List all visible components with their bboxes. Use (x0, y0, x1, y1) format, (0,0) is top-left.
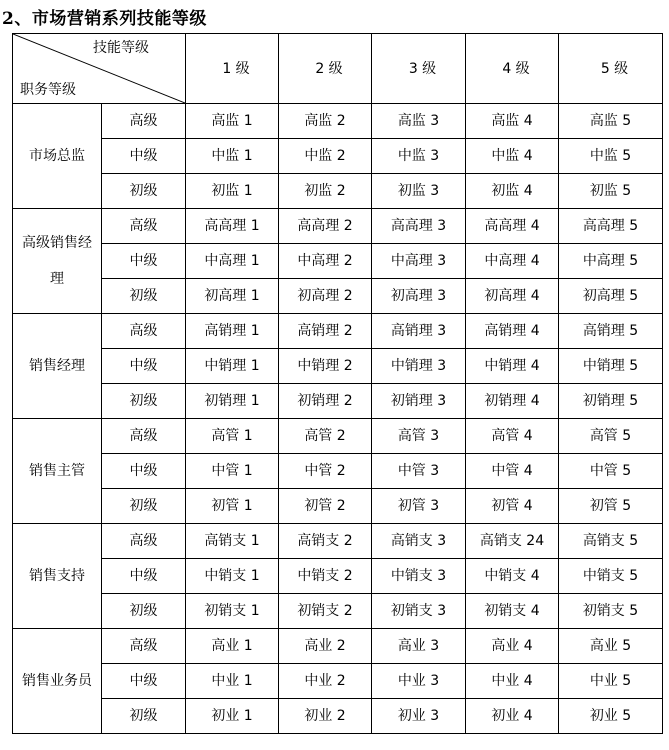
sub-level-cell: 高级 (102, 524, 186, 559)
table-row (13, 244, 663, 279)
diagonal-header-cell (13, 34, 186, 104)
grade-code-cell: 高管 4 (466, 419, 559, 454)
sub-level-cell: 高级 (102, 314, 186, 349)
sub-level-cell: 中级 (102, 454, 186, 489)
grade-code-cell: 中销理 3 (372, 349, 466, 384)
table-row (13, 209, 663, 244)
level-header: 4 级 (466, 34, 559, 104)
grade-code-cell: 初监 5 (559, 174, 663, 209)
grade-code-cell: 高监 2 (279, 104, 372, 139)
position-name-cell: 销售经理 (13, 314, 102, 419)
grade-code-cell: 高管 3 (372, 419, 466, 454)
level-header: 2 级 (279, 34, 372, 104)
table-row (13, 559, 663, 594)
grade-code-cell: 初管 4 (466, 489, 559, 524)
position-name-cell: 销售主管 (13, 419, 102, 524)
sub-level-cell: 初级 (102, 174, 186, 209)
grade-code-cell: 初管 3 (372, 489, 466, 524)
grade-code-cell: 高高理 4 (466, 209, 559, 244)
skill-level-label: 技能等级 (93, 40, 149, 56)
level-header: 5 级 (559, 34, 663, 104)
grade-code-cell: 中销支 4 (466, 559, 559, 594)
grade-code-cell: 高管 5 (559, 419, 663, 454)
grade-code-cell: 中业 2 (279, 664, 372, 699)
sub-level-cell: 初级 (102, 279, 186, 314)
position-name-cell: 高级销售经理 (13, 209, 102, 314)
grade-code-cell: 中监 5 (559, 139, 663, 174)
grade-code-cell: 初销支 3 (372, 594, 466, 629)
grade-code-cell: 初业 3 (372, 699, 466, 734)
table-row (13, 174, 663, 209)
grade-code-cell: 中销理 4 (466, 349, 559, 384)
grade-code-cell: 中高理 2 (279, 244, 372, 279)
sub-level-cell: 高级 (102, 209, 186, 244)
grade-code-cell: 高监 5 (559, 104, 663, 139)
table-row (13, 419, 663, 454)
grade-code-cell: 中管 1 (186, 454, 279, 489)
grade-code-cell: 高高理 1 (186, 209, 279, 244)
table-row (13, 524, 663, 559)
table-row (13, 104, 663, 139)
grade-code-cell: 高销支 1 (186, 524, 279, 559)
grade-code-cell: 初业 4 (466, 699, 559, 734)
grade-code-cell: 中销支 2 (279, 559, 372, 594)
sub-level-cell: 高级 (102, 104, 186, 139)
grade-code-cell: 初高理 3 (372, 279, 466, 314)
grade-code-cell: 初销支 5 (559, 594, 663, 629)
grade-code-cell: 初管 1 (186, 489, 279, 524)
sub-level-cell: 中级 (102, 244, 186, 279)
grade-code-cell: 高高理 3 (372, 209, 466, 244)
grade-code-cell: 初高理 2 (279, 279, 372, 314)
grade-code-cell: 高销理 5 (559, 314, 663, 349)
grade-code-cell: 高业 1 (186, 629, 279, 664)
table-row (13, 594, 663, 629)
grade-code-cell: 高管 2 (279, 419, 372, 454)
grade-code-cell: 中高理 4 (466, 244, 559, 279)
grade-code-cell: 初监 3 (372, 174, 466, 209)
grade-code-cell: 中监 3 (372, 139, 466, 174)
table-row (13, 349, 663, 384)
grade-code-cell: 初销理 4 (466, 384, 559, 419)
grade-code-cell: 高业 4 (466, 629, 559, 664)
sub-level-cell: 中级 (102, 559, 186, 594)
grade-code-cell: 初监 2 (279, 174, 372, 209)
grade-code-cell: 初销支 1 (186, 594, 279, 629)
grade-code-cell: 高业 3 (372, 629, 466, 664)
table-row (13, 699, 663, 734)
sub-level-cell: 中级 (102, 139, 186, 174)
grade-code-cell: 初监 1 (186, 174, 279, 209)
grade-code-cell: 中业 3 (372, 664, 466, 699)
table-row (13, 664, 663, 699)
grade-code-cell: 高高理 2 (279, 209, 372, 244)
grade-code-cell: 初业 2 (279, 699, 372, 734)
grade-code-cell: 初销理 5 (559, 384, 663, 419)
grade-code-cell: 初销理 1 (186, 384, 279, 419)
table-row (13, 454, 663, 489)
grade-code-cell: 高销支 24 (466, 524, 559, 559)
grade-code-cell: 中销理 5 (559, 349, 663, 384)
grade-code-cell: 高监 3 (372, 104, 466, 139)
grade-code-cell: 中销理 1 (186, 349, 279, 384)
grade-code-cell: 中管 2 (279, 454, 372, 489)
sub-level-cell: 初级 (102, 489, 186, 524)
grade-code-cell: 初业 1 (186, 699, 279, 734)
skill-level-table (12, 33, 663, 734)
grade-code-cell: 中管 3 (372, 454, 466, 489)
grade-code-cell: 高管 1 (186, 419, 279, 454)
grade-code-cell: 高高理 5 (559, 209, 663, 244)
table-row (13, 139, 663, 174)
grade-code-cell: 中销支 1 (186, 559, 279, 594)
grade-code-cell: 初销支 4 (466, 594, 559, 629)
level-header: 3 级 (372, 34, 466, 104)
grade-code-cell: 中管 5 (559, 454, 663, 489)
grade-code-cell: 中监 1 (186, 139, 279, 174)
grade-code-cell: 高销理 1 (186, 314, 279, 349)
grade-code-cell: 中监 2 (279, 139, 372, 174)
grade-code-cell: 初销理 3 (372, 384, 466, 419)
sub-level-cell: 初级 (102, 699, 186, 734)
grade-code-cell: 中管 4 (466, 454, 559, 489)
grade-code-cell: 初高理 5 (559, 279, 663, 314)
grade-code-cell: 初销支 2 (279, 594, 372, 629)
grade-code-cell: 中销理 2 (279, 349, 372, 384)
grade-code-cell: 中监 4 (466, 139, 559, 174)
grade-code-cell: 高销支 5 (559, 524, 663, 559)
grade-code-cell: 高业 2 (279, 629, 372, 664)
grade-code-cell: 初管 5 (559, 489, 663, 524)
section-title: 2、市场营销系列技能等级 (2, 9, 207, 29)
grade-code-cell: 初管 2 (279, 489, 372, 524)
sub-level-cell: 中级 (102, 664, 186, 699)
table-row (13, 279, 663, 314)
grade-code-cell: 高销支 3 (372, 524, 466, 559)
grade-code-cell: 初高理 4 (466, 279, 559, 314)
table-row (13, 314, 663, 349)
grade-code-cell: 高监 1 (186, 104, 279, 139)
sub-level-cell: 高级 (102, 419, 186, 454)
grade-code-cell: 中业 1 (186, 664, 279, 699)
grade-code-cell: 高销支 2 (279, 524, 372, 559)
header-row (13, 34, 663, 104)
position-name-cell: 销售支持 (13, 524, 102, 629)
position-name-cell: 市场总监 (13, 104, 102, 209)
sub-level-cell: 初级 (102, 594, 186, 629)
grade-code-cell: 中业 4 (466, 664, 559, 699)
grade-code-cell: 初监 4 (466, 174, 559, 209)
table-row (13, 489, 663, 524)
table-row (13, 629, 663, 664)
grade-code-cell: 中销支 5 (559, 559, 663, 594)
grade-code-cell: 中高理 5 (559, 244, 663, 279)
position-level-label: 职务等级 (20, 82, 76, 98)
grade-code-cell: 初业 5 (559, 699, 663, 734)
grade-code-cell: 高销理 2 (279, 314, 372, 349)
grade-code-cell: 高销理 3 (372, 314, 466, 349)
table-row (13, 384, 663, 419)
level-header: 1 级 (186, 34, 279, 104)
grade-code-cell: 初销理 2 (279, 384, 372, 419)
grade-code-cell: 中业 5 (559, 664, 663, 699)
grade-code-cell: 初高理 1 (186, 279, 279, 314)
sub-level-cell: 初级 (102, 384, 186, 419)
sub-level-cell: 中级 (102, 349, 186, 384)
grade-code-cell: 中高理 3 (372, 244, 466, 279)
grade-code-cell: 高销理 4 (466, 314, 559, 349)
grade-code-cell: 中高理 1 (186, 244, 279, 279)
grade-code-cell: 中销支 3 (372, 559, 466, 594)
sub-level-cell: 高级 (102, 629, 186, 664)
position-name-cell: 销售业务员 (13, 629, 102, 734)
grade-code-cell: 高监 4 (466, 104, 559, 139)
grade-code-cell: 高业 5 (559, 629, 663, 664)
